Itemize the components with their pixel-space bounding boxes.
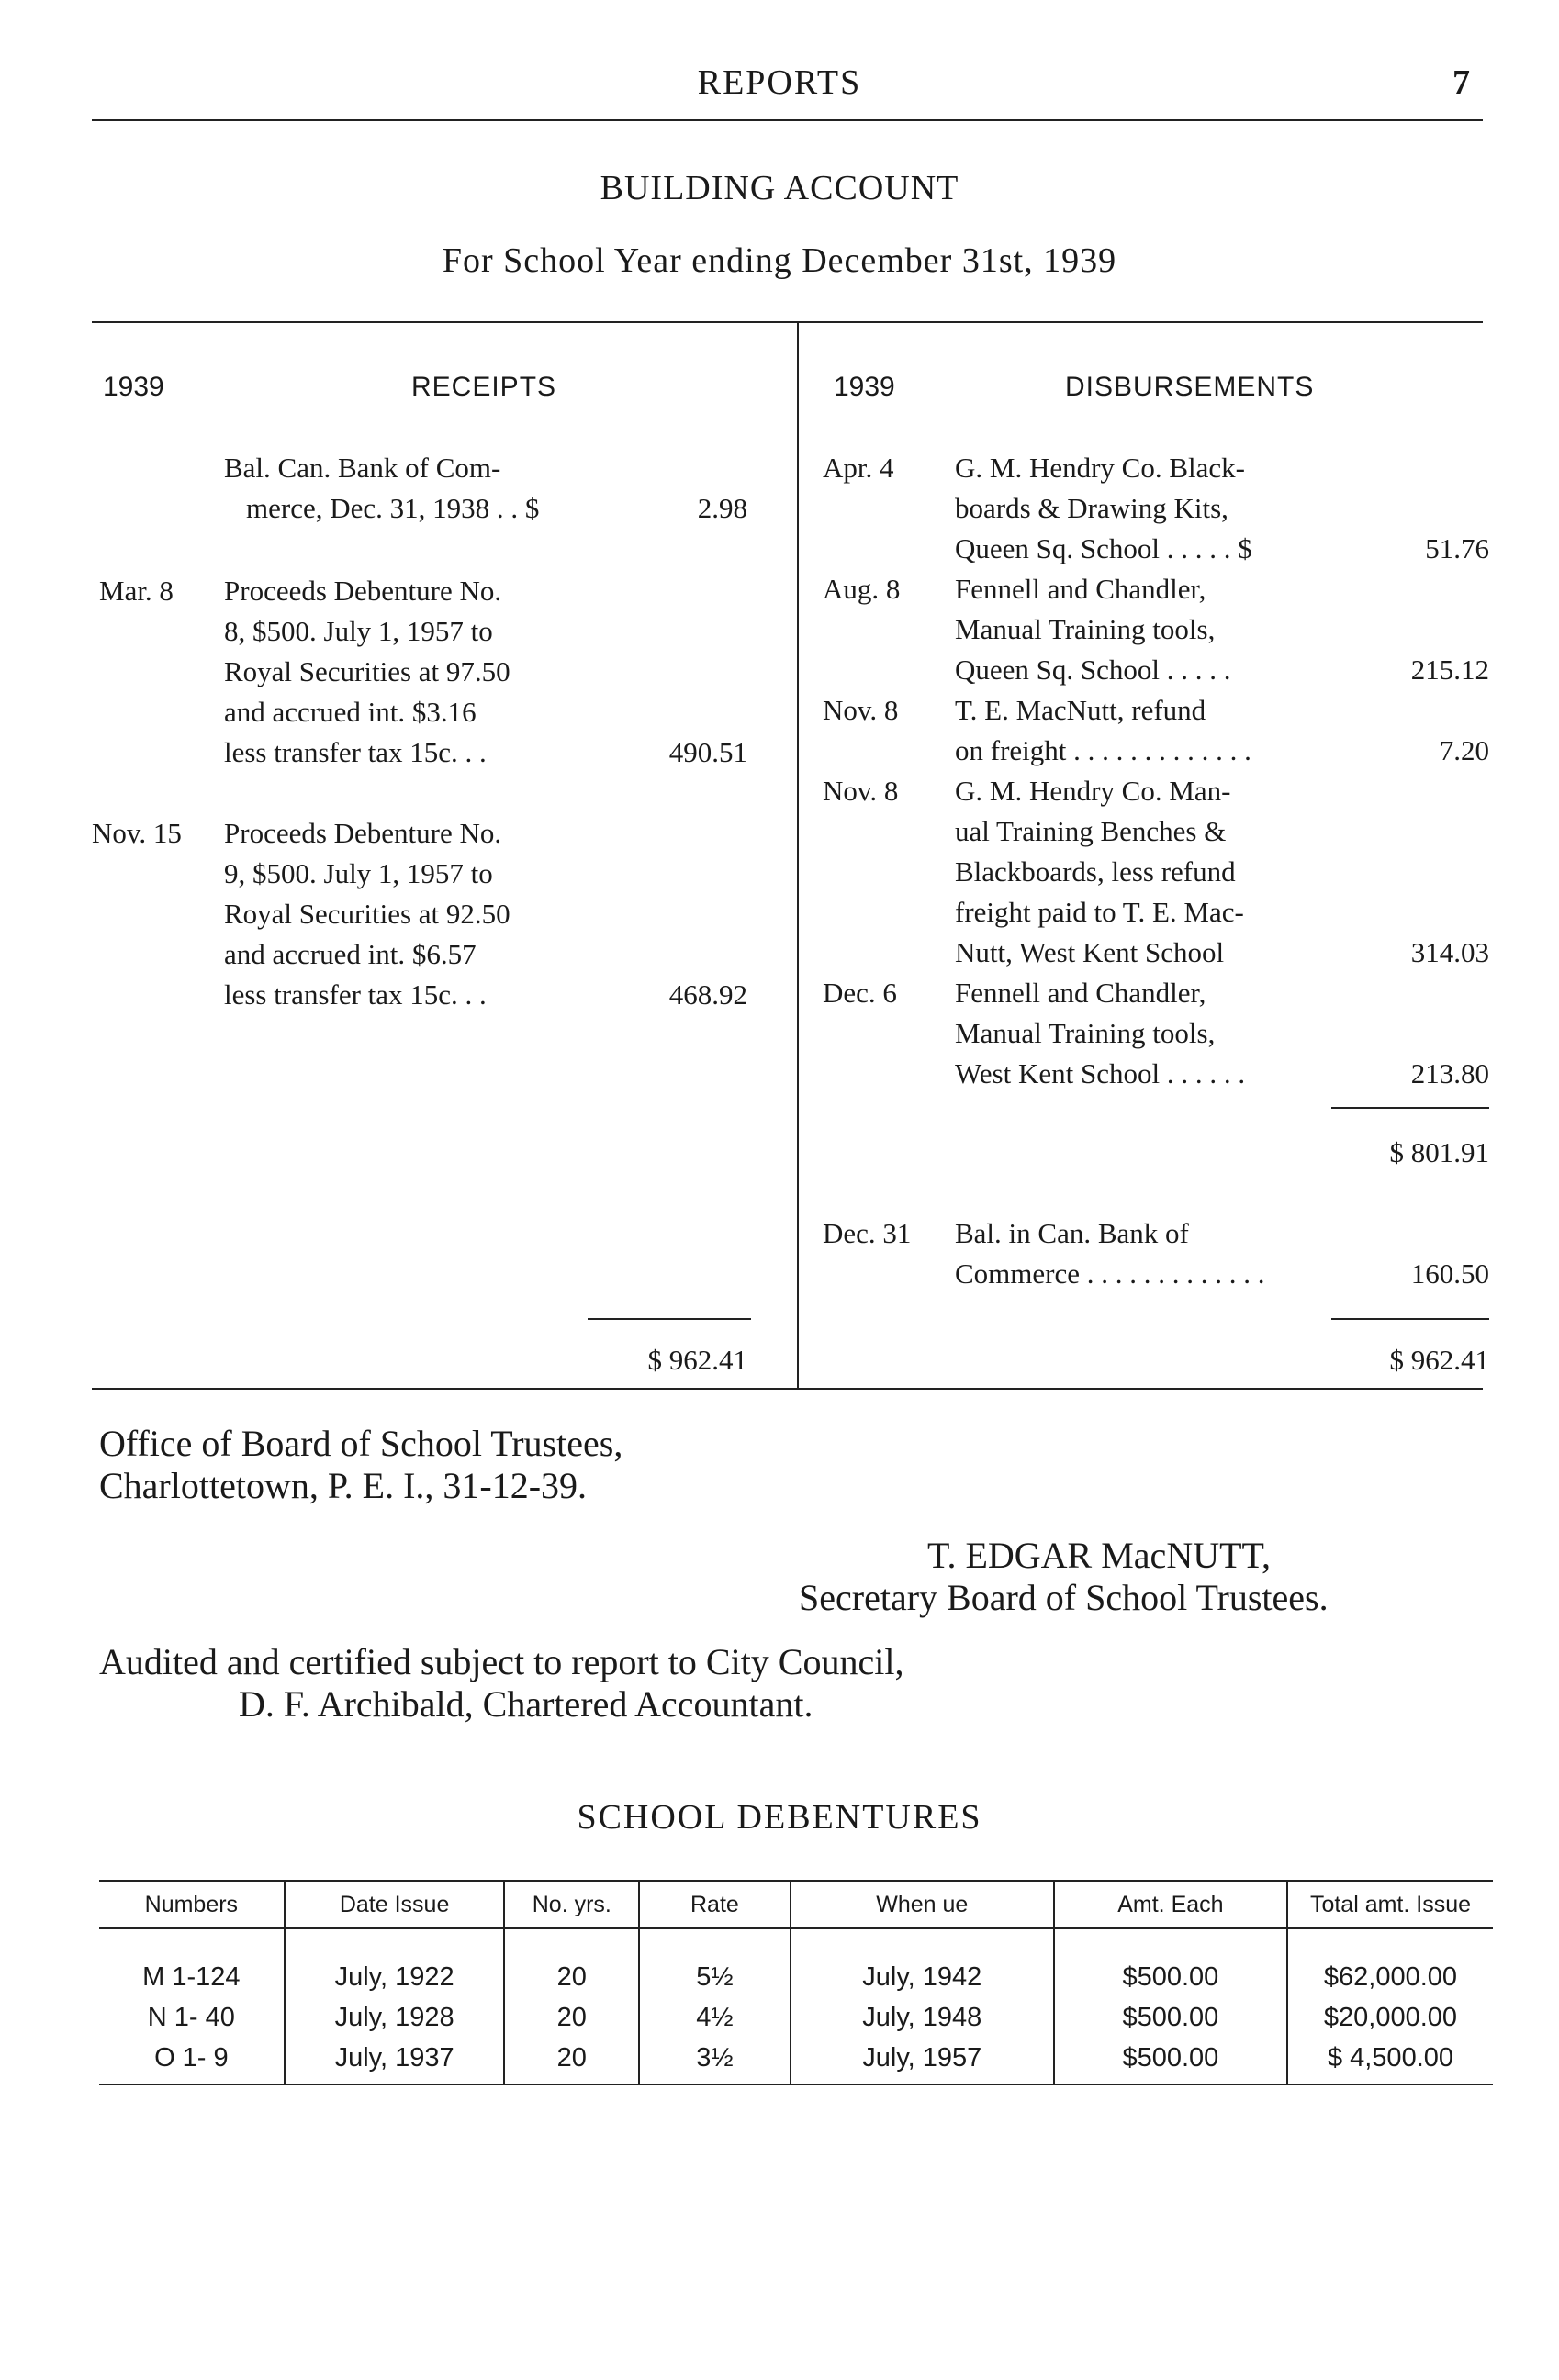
disbursement-line: Blackboards, less refund [955,855,1236,888]
cell-numbers: O 1- 9 [99,2038,285,2084]
receipt-amount: 490.51 [668,736,747,768]
col-total-amt: Total amt. Issue [1287,1881,1493,1928]
disbursements-heading: DISBURSEMENTS [1065,372,1315,402]
disbursement-amount: 314.03 [1410,936,1489,968]
cell-numbers: M 1-124 [142,1961,241,1992]
cell-rate: 3½ [639,2038,791,2084]
disbursement-line: boards & Drawing Kits, [955,492,1228,524]
disbursement-line: Queen Sq. School . . . . . $ [955,532,1252,564]
disbursement-line: ual Training Benches & [955,815,1227,847]
audit-line: Audited and certified subject to report to City Council, [99,1641,904,1682]
receipt-line: less transfer tax 15c. . . [224,978,487,1011]
ledger-bottom-rule [92,1388,1483,1390]
cell-amt-each: $500.00 [1054,2038,1287,2084]
receipt-line: 8, $500. July 1, 1957 to [224,615,493,647]
receipt-amount: 2.98 [697,492,747,524]
disbursements-year: 1939 [834,372,895,402]
receipt-entry [224,813,510,1015]
cell-numbers: N 1- 40 [147,2002,235,2032]
disbursement-amount: 7.20 [1439,734,1489,766]
receipt-line: less transfer tax 15c. . . [224,736,487,768]
col-when-due: When ue [791,1881,1054,1928]
cell-rate: 4½ [639,1997,791,2038]
disbursement-line: Queen Sq. School . . . . . [955,654,1231,686]
cell-when-due: July, 1948 [791,1997,1054,2038]
receipt-line: Bal. Can. Bank of Com- [224,452,501,484]
disbursement-entry [955,569,1231,690]
debentures-title: SCHOOL DEBENTURES [577,1798,982,1837]
receipt-entry [224,571,510,773]
receipt-line: Royal Securities at 97.50 [224,655,510,687]
office-line: Charlottetown, P. E. I., 31-12-39. [99,1465,588,1506]
cell-rate: 5½ [639,1928,791,1997]
disbursement-entry [955,973,1245,1094]
receipt-date: Nov. 15 [92,817,182,849]
disbursement-entry [955,690,1251,771]
cell-amt-each: $500.00 [1054,1997,1287,2038]
ledger-top-rule [92,321,1483,323]
disbursement-line: Fennell and Chandler, [955,977,1206,1009]
balance-date: Dec. 31 [823,1217,912,1249]
disbursement-line: Manual Training tools, [955,613,1216,645]
col-date-issue: Date Issue [285,1881,505,1928]
disbursements-subtotal: $ 801.91 [1389,1136,1489,1168]
disbursement-date: Nov. 8 [823,694,899,726]
col-numbers: Numbers [99,1881,285,1928]
receipts-total-rule [588,1318,751,1320]
cell-no-yrs: 20 [504,1997,639,2038]
secretary-signature [799,1535,1486,1619]
cell-total-amt: $20,000.00 [1287,1997,1493,2038]
col-rate: Rate [639,1881,791,1928]
disbursement-date: Dec. 6 [823,977,897,1009]
cell-when-due: July, 1957 [791,2038,1054,2084]
receipt-line: Royal Securities at 92.50 [224,898,510,930]
cell-when-due: July, 1942 [791,1928,1054,1997]
receipt-line: and accrued int. $3.16 [224,696,477,728]
secretary-name: T. EDGAR MacNUTT, [927,1535,1271,1576]
table-row [99,1928,1493,1997]
disbursement-line: Fennell and Chandler, [955,573,1206,605]
col-no-yrs: No. yrs. [504,1881,639,1928]
cell-no-yrs: 20 [504,2038,639,2084]
cell-date-issue: July, 1928 [285,1997,505,2038]
disbursement-line: Manual Training tools, [955,1017,1216,1049]
receipts-heading: RECEIPTS [411,372,557,402]
receipt-line: Proceeds Debenture No. [224,817,502,849]
disbursements-total-rule [1331,1318,1489,1320]
running-header: REPORTS [697,63,862,102]
cell-total-amt: $ 4,500.00 [1287,2038,1493,2084]
disbursement-entry [955,448,1252,569]
disbursement-line: West Kent School . . . . . . [955,1057,1246,1089]
receipt-amount: 468.92 [668,978,747,1011]
cell-amt-each: $500.00 [1054,1928,1287,1997]
receipt-line: merce, Dec. 31, 1938 . . $ [246,492,540,524]
disbursement-line: freight paid to T. E. Mac- [955,896,1244,928]
header-rule [92,119,1483,121]
ledger-divider [797,323,799,1388]
debentures-table [99,1880,1493,2085]
receipts-total: $ 962.41 [647,1344,747,1376]
receipt-line: 9, $500. July 1, 1957 to [224,857,493,889]
disbursement-date: Apr. 4 [823,452,894,484]
table-row [99,1997,1493,2038]
secretary-title: Secretary Board of School Trustees. [799,1577,1329,1618]
disbursement-line: G. M. Hendry Co. Man- [955,775,1231,807]
receipts-year: 1939 [103,372,164,402]
receipt-line: and accrued int. $6.57 [224,938,477,970]
debentures-header-row [99,1881,1493,1928]
disbursement-entry [955,771,1244,973]
table-row [99,2038,1493,2084]
disbursements-total: $ 962.41 [1389,1344,1489,1376]
office-address [99,1423,622,1507]
receipt-line: Proceeds Debenture No. [224,575,502,607]
disbursements-subtotal-rule [1331,1107,1489,1109]
cell-total-amt: $62,000.00 [1287,1928,1493,1997]
balance-entry [955,1213,1265,1294]
col-amt-each: Amt. Each [1054,1881,1287,1928]
disbursement-amount: 51.76 [1425,532,1489,564]
cell-no-yrs: 20 [504,1928,639,1997]
audit-statement [99,1641,903,1726]
page-number: 7 [1452,63,1470,102]
disbursement-line: T. E. MacNutt, refund [955,694,1206,726]
balance-line: Bal. in Can. Bank of [955,1217,1189,1249]
audit-line: D. F. Archibald, Chartered Accountant. [239,1683,813,1725]
building-account-subtitle: For School Year ending December 31st, 1939 [442,241,1117,280]
disbursement-date: Aug. 8 [823,573,901,605]
receipt-date: Mar. 8 [99,575,174,607]
disbursement-line: on freight . . . . . . . . . . . . . [955,734,1251,766]
disbursement-amount: 215.12 [1410,654,1489,686]
balance-amount: 160.50 [1410,1257,1489,1290]
cell-date-issue: July, 1922 [285,1928,505,1997]
disbursement-amount: 213.80 [1410,1057,1489,1089]
disbursement-line: Nutt, West Kent School [955,936,1225,968]
cell-date-issue: July, 1937 [285,2038,505,2084]
balance-line: Commerce . . . . . . . . . . . . . [955,1257,1265,1290]
office-line: Office of Board of School Trustees, [99,1423,623,1464]
disbursement-line: G. M. Hendry Co. Black- [955,452,1245,484]
disbursement-date: Nov. 8 [823,775,899,807]
building-account-title: BUILDING ACCOUNT [600,169,959,207]
